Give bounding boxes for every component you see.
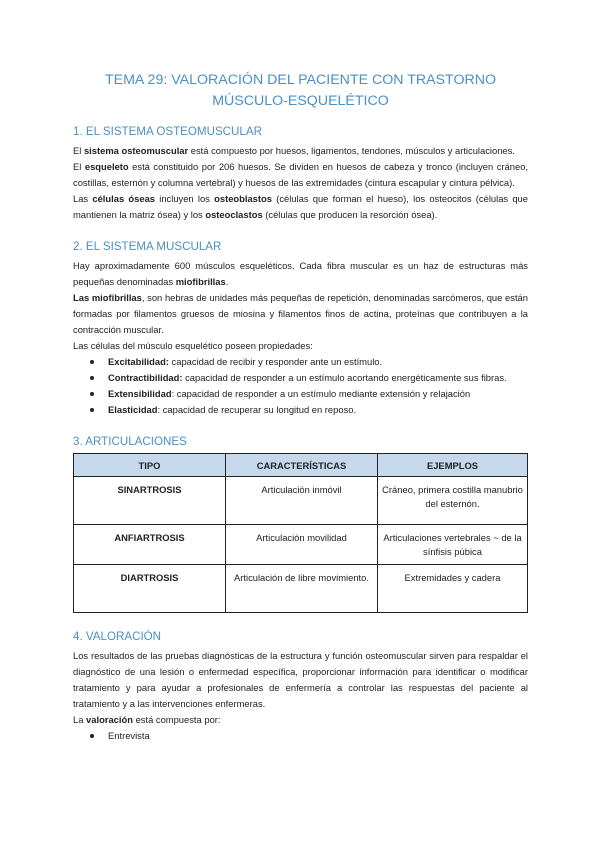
table-row — [74, 525, 528, 565]
paragraph: El sistema osteomuscular está compuesto por huesos, ligamentos, tendones, músculos y articulaciones. — [73, 145, 515, 156]
table-cell: DIARTROSIS — [74, 565, 226, 613]
column-header: EJEMPLOS — [378, 454, 528, 477]
table-cell: Articulación movilidad — [226, 525, 378, 565]
table-cell: Articulación de libre movimiento. — [226, 565, 378, 613]
paragraph: El esqueleto está constituido por 206 huesos. Se dividen en huesos de cabeza y tronco (incluyen cráneo, costillas, esternón y columna vertebral) y huesos de las extremidades (cintura escapular y cintura pélvica). — [73, 161, 529, 188]
section-heading: 1. EL SISTEMA OSTEOMUSCULAR — [73, 125, 262, 138]
paragraph: Las células del músculo esquelético poseen propiedades: — [73, 340, 313, 351]
table-cell: ANFIARTROSIS — [74, 525, 226, 565]
table-row — [74, 565, 528, 613]
section-articulaciones — [73, 435, 528, 613]
list-item: Extensibilidad: capacidad de responder a un estímulo mediante extensión y relajación — [108, 386, 528, 402]
paragraph: La valoración está compuesta por: — [73, 714, 221, 725]
paragraph: Las miofibrillas, son hebras de unidades más pequeñas de repetición, denominadas sarcómeros, que están formadas por filamentos gruesos de miosina y filamentos finos de actina, proteínas que contribuyen a la contracción muscular. — [73, 292, 528, 335]
table-header-row — [74, 454, 528, 477]
column-header: TIPO — [74, 454, 226, 477]
section-valoracion — [73, 630, 528, 744]
paragraph: Los resultados de las pruebas diagnósticas de la estructura y función osteomuscular sirven para respaldar el diagnóstico de una lesión o enfermedad específica, proporcionar información para identificar o modificar tratamiento y para ayudar a profesionales de enfermería a controlar las respuestas del paciente al tratamiento y a las intervenciones enfermeras. — [73, 650, 528, 709]
list-item: Entrevista — [108, 728, 528, 744]
table-cell: Cráneo, primera costilla manubrio del esternón. — [378, 477, 528, 525]
joints-table — [73, 453, 528, 613]
list-item: Excitabilidad: capacidad de recibir y responder ante un estímulo. — [108, 354, 528, 370]
assessment-list — [73, 728, 528, 744]
section-muscular — [73, 240, 528, 418]
table-cell: Articulación inmóvil — [226, 477, 378, 525]
table-cell: Extremidades y cadera — [378, 565, 528, 613]
table-row — [74, 477, 528, 525]
table-cell: Articulaciones vertebrales ~ de la sínfisis púbica — [378, 525, 528, 565]
list-item: Contractibilidad: capacidad de responder a un estímulo acortando energéticamente sus fibras. — [108, 370, 528, 386]
section-heading: 3. ARTICULACIONES — [73, 435, 187, 448]
paragraph: Hay aproximadamente 600 músculos esqueléticos. Cada fibra muscular es un haz de estructuras más pequeñas denominadas miofibrillas. — [73, 260, 528, 287]
section-heading: 2. EL SISTEMA MUSCULAR — [73, 240, 222, 253]
section-heading: 4. VALORACIÓN — [73, 630, 162, 643]
properties-list — [73, 354, 528, 418]
table-cell: SINARTROSIS — [74, 477, 226, 525]
page-title: TEMA 29: VALORACIÓN DEL PACIENTE CON TRASTORNO MÚSCULO-ESQUELÉTICO — [104, 72, 497, 109]
document-page — [73, 70, 528, 761]
paragraph: Las células óseas incluyen los osteoblastos (células que forman el hueso), los osteocitos (células que mantienen la matriz ósea) y los osteoclastos (células que producen la resorción ósea). — [73, 193, 528, 220]
list-item: Elasticidad: capacidad de recuperar su longitud en reposo. — [108, 402, 528, 418]
section-osteomuscular — [73, 125, 528, 223]
column-header: CARACTERÍSTICAS — [226, 454, 378, 477]
